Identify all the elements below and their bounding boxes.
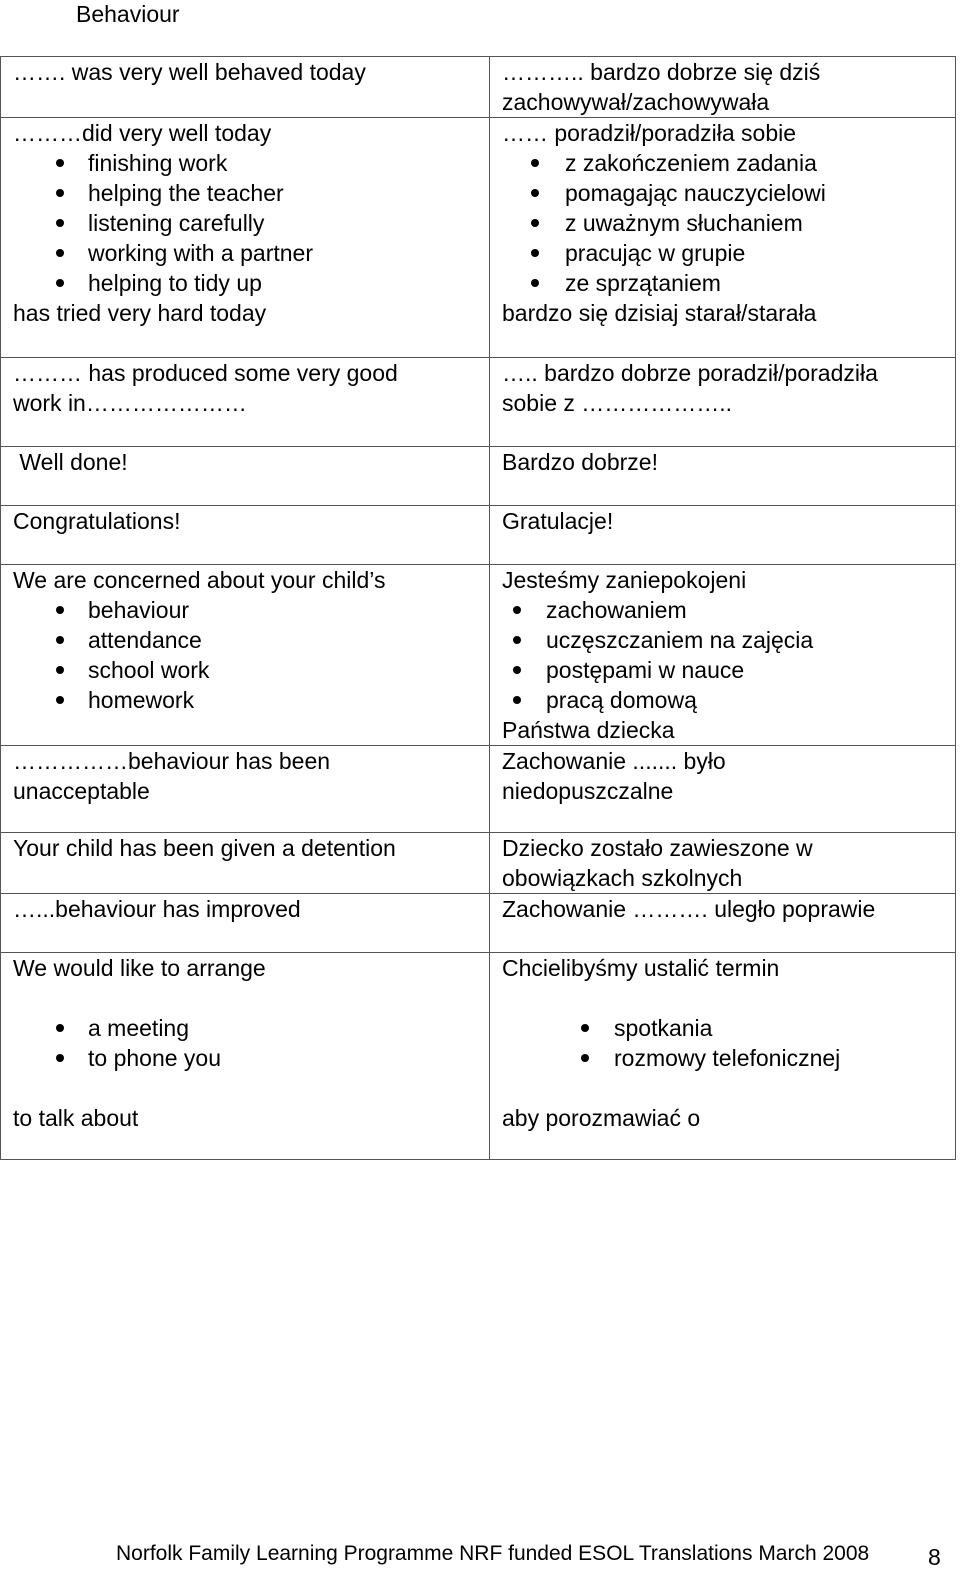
english-text: ……. was very well behaved today [13,59,366,85]
english-text: has tried very hard today [13,300,267,326]
english-cell [1,118,490,358]
polish-text: ….. bardzo dobrze poradził/poradziła [502,360,878,386]
spacer [502,983,945,1013]
english-cell [1,506,490,565]
english-cell [1,746,490,833]
bullet-icon [531,159,539,167]
list-item: pomagając nauczycielowi [565,178,945,208]
english-cell [1,953,490,1160]
english-text: work in………………… [13,390,247,416]
bullet-list [502,595,945,715]
polish-cell [490,118,956,358]
polish-text: Zachowanie ………. uległo poprawie [502,896,876,922]
polish-cell [490,57,956,118]
polish-cell [490,358,956,447]
list-item: homework [88,685,479,715]
polish-text: bardzo się dzisiaj starał/starała [502,300,817,326]
bullet-list [13,148,479,298]
english-text: ………did very well today [13,120,272,146]
english-text: We are concerned about your child’s [13,567,386,593]
polish-text: aby porozmawiać o [502,1105,701,1131]
polish-cell [490,565,956,746]
footer-text: Norfolk Family Learning Programme NRF funded ESOL Translations March 2008 [116,1542,870,1565]
bullet-icon [513,636,521,644]
list-item: working with a partner [88,238,479,268]
list-item: ze sprzątaniem [565,268,945,298]
english-text: …...behaviour has improved [13,896,301,922]
table-row [1,118,956,358]
table-row [1,746,956,833]
table-row [1,358,956,447]
list-item: listening carefully [88,208,479,238]
list-item: z uważnym słuchaniem [565,208,945,238]
page-number: 8 [928,1544,941,1570]
spacer [13,983,479,1013]
english-cell [1,894,490,953]
bullet-icon [513,696,521,704]
english-text: to talk about [13,1105,139,1131]
bullet-icon [56,1024,64,1032]
page-heading: Behaviour [76,1,180,27]
table-row [1,894,956,953]
bullet-icon [56,249,64,257]
polish-text: zachowywał/zachowywała [502,89,770,115]
bullet-icon [56,696,64,704]
english-cell [1,358,490,447]
list-item: attendance [88,625,479,655]
polish-cell [490,447,956,506]
table-row [1,833,956,894]
list-item: to phone you [88,1043,479,1073]
list-item: a meeting [88,1013,479,1043]
spacer [13,1073,479,1103]
polish-cell [490,746,956,833]
list-item: uczęszczaniem na zajęcia [546,625,945,655]
english-text: ……… has produced some very good [13,360,398,386]
english-text: unacceptable [13,778,150,804]
bullet-icon [56,666,64,674]
english-cell [1,447,490,506]
bullet-icon [513,666,521,674]
list-item: behaviour [88,595,479,625]
translation-table [0,56,956,1160]
bullet-icon [513,606,521,614]
table-row [1,57,956,118]
polish-text: Państwa dziecka [502,717,675,743]
list-item: school work [88,655,479,685]
bullet-icon [56,159,64,167]
polish-text: …… poradził/poradziła sobie [502,120,797,146]
bullet-icon [56,219,64,227]
bullet-list [13,595,479,715]
bullet-list [13,1013,479,1073]
polish-text: Bardzo dobrze! [502,449,658,475]
list-item: helping the teacher [88,178,479,208]
list-item: spotkania [614,1013,945,1043]
polish-cell [490,953,956,1160]
table-row [1,506,956,565]
english-cell [1,57,490,118]
bullet-icon [56,189,64,197]
table-row [1,953,956,1160]
english-text: Well done! [13,449,128,475]
bullet-icon [531,219,539,227]
list-item: helping to tidy up [88,268,479,298]
english-text: ……………behaviour has been [13,748,331,774]
list-item: zachowaniem [546,595,945,625]
polish-cell [490,506,956,565]
list-item: pracując w grupie [565,238,945,268]
polish-text: Dziecko zostało zawieszone w [502,835,813,861]
polish-text: obowiązkach szkolnych [502,865,743,891]
polish-text: Zachowanie ....... było [502,748,726,774]
list-item: z zakończeniem zadania [565,148,945,178]
english-cell [1,565,490,746]
bullet-icon [56,606,64,614]
bullet-icon [581,1024,589,1032]
list-item: finishing work [88,148,479,178]
polish-text: sobie z ……………….. [502,390,733,416]
table-row [1,565,956,746]
bullet-icon [531,249,539,257]
polish-cell [490,833,956,894]
english-text: We would like to arrange [13,955,266,981]
polish-text: ……….. bardzo dobrze się dziś [502,59,821,85]
polish-cell [490,894,956,953]
list-item: rozmowy telefonicznej [614,1043,945,1073]
bullet-icon [56,279,64,287]
table-row [1,447,956,506]
english-text: Your child has been given a detention [13,835,396,861]
bullet-list [502,148,945,298]
polish-text: niedopuszczalne [502,778,674,804]
bullet-icon [56,636,64,644]
polish-text: Chcielibyśmy ustalić termin [502,955,780,981]
list-item: pracą domową [546,685,945,715]
list-item: postępami w nauce [546,655,945,685]
bullet-icon [531,189,539,197]
english-text: Congratulations! [13,508,181,534]
bullet-icon [56,1054,64,1062]
english-cell [1,833,490,894]
bullet-icon [531,279,539,287]
polish-text: Gratulacje! [502,508,614,534]
polish-text: Jesteśmy zaniepokojeni [502,567,747,593]
spacer [502,1073,945,1103]
bullet-list [502,1013,945,1073]
bullet-icon [581,1054,589,1062]
